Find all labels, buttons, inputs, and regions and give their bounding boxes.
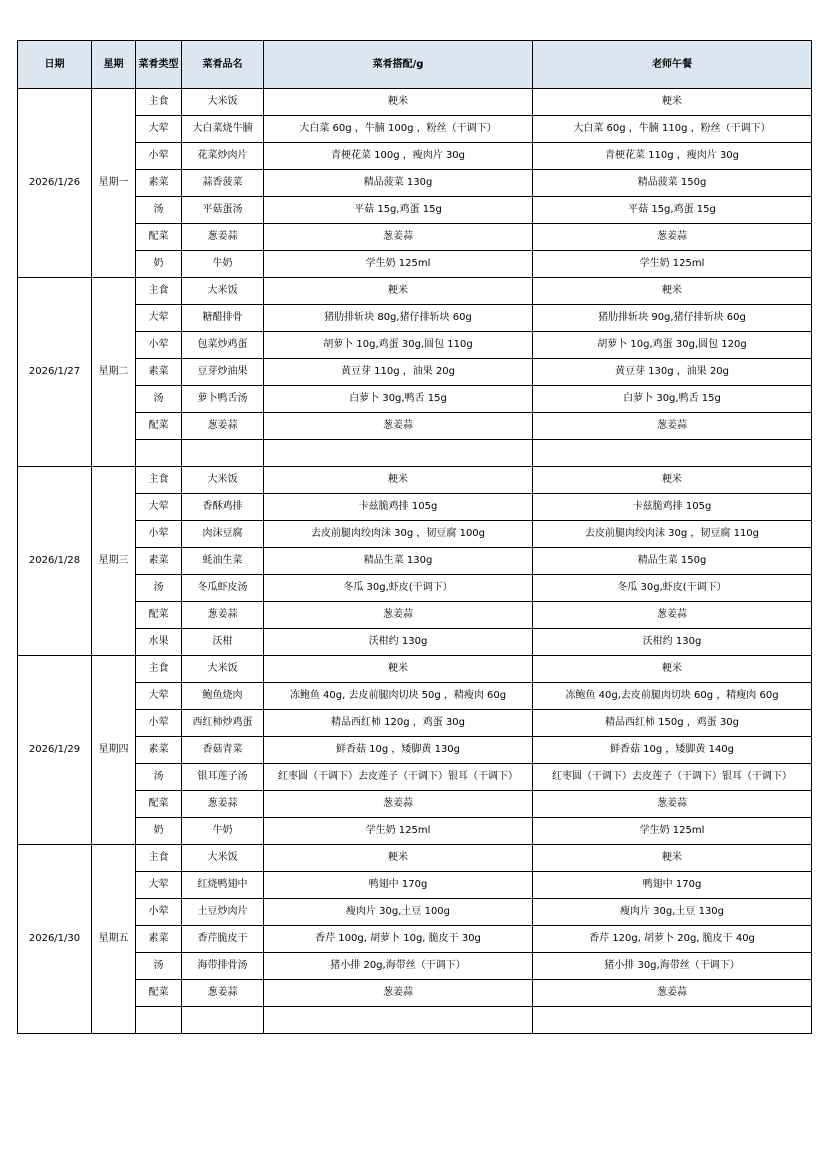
ingredients-cell: 胡萝卜 10g,鸡蛋 30g,圆包 110g	[264, 332, 533, 359]
dish-type-cell: 主食	[136, 89, 182, 116]
ingredients-cell: 粳米	[264, 845, 533, 872]
dish-name-cell: 蒜香菠菜	[182, 170, 264, 197]
teacher-lunch-cell: 鸭翅中 170g	[533, 872, 812, 899]
dish-name-cell: 蚝油生菜	[182, 548, 264, 575]
ingredients-cell: 冬瓜 30g,虾皮(干调下）	[264, 575, 533, 602]
dish-name-cell: 大米饭	[182, 89, 264, 116]
teacher-lunch-cell: 平菇 15g,鸡蛋 15g	[533, 197, 812, 224]
teacher-lunch-cell: 猪肋排斩块 90g,猪仔排斩块 60g	[533, 305, 812, 332]
table-row	[18, 818, 812, 845]
dish-name-cell: 萝卜鸭舌汤	[182, 386, 264, 413]
ingredients-cell: 卡兹脆鸡排 105g	[264, 494, 533, 521]
dish-type-cell: 主食	[136, 278, 182, 305]
dish-type-cell: 奶	[136, 251, 182, 278]
teacher-lunch-cell: 鲜香菇 10g ，矮脚黄 140g	[533, 737, 812, 764]
weekday-cell: 星期五	[92, 845, 136, 1034]
teacher-lunch-cell: 粳米	[533, 278, 812, 305]
ingredients-cell: 精品西红柿 120g ，鸡蛋 30g	[264, 710, 533, 737]
table-row	[18, 872, 812, 899]
table-row	[18, 386, 812, 413]
table-row	[18, 413, 812, 440]
teacher-lunch-cell: 精品生菜 150g	[533, 548, 812, 575]
header-dish-name: 菜肴品名	[182, 41, 264, 89]
dish-name-cell: 肉沫豆腐	[182, 521, 264, 548]
dish-type-cell: 汤	[136, 386, 182, 413]
table-row	[18, 629, 812, 656]
dish-name-cell: 包菜炒鸡蛋	[182, 332, 264, 359]
dish-type-cell: 主食	[136, 467, 182, 494]
dish-type-cell: 大荤	[136, 683, 182, 710]
dish-type-cell: 大荤	[136, 116, 182, 143]
ingredients-cell: 粳米	[264, 656, 533, 683]
header-ingredients: 菜肴搭配/g	[264, 41, 533, 89]
dish-type-cell: 素菜	[136, 170, 182, 197]
teacher-lunch-cell: 青梗花菜 110g ，瘦肉片 30g	[533, 143, 812, 170]
teacher-lunch-cell: 粳米	[533, 656, 812, 683]
teacher-lunch-cell: 白萝卜 30g,鸭舌 15g	[533, 386, 812, 413]
table-row	[18, 467, 812, 494]
table-row	[18, 683, 812, 710]
teacher-lunch-cell: 大白菜 60g ，牛腩 110g ，粉丝（干调下）	[533, 116, 812, 143]
ingredients-cell: 白萝卜 30g,鸭舌 15g	[264, 386, 533, 413]
dish-type-cell: 汤	[136, 197, 182, 224]
weekday-cell: 星期四	[92, 656, 136, 845]
dish-name-cell	[182, 1007, 264, 1034]
dish-name-cell: 冬瓜虾皮汤	[182, 575, 264, 602]
teacher-lunch-cell: 瘦肉片 30g,土豆 130g	[533, 899, 812, 926]
table-row	[18, 1007, 812, 1034]
weekday-cell: 星期三	[92, 467, 136, 656]
dish-type-cell: 大荤	[136, 872, 182, 899]
teacher-lunch-cell: 粳米	[533, 467, 812, 494]
ingredients-cell: 香芹 100g, 胡萝卜 10g, 脆皮干 30g	[264, 926, 533, 953]
ingredients-cell: 葱姜蒜	[264, 413, 533, 440]
ingredients-cell: 精品菠菜 130g	[264, 170, 533, 197]
dish-type-cell: 小荤	[136, 710, 182, 737]
ingredients-cell: 鸭翅中 170g	[264, 872, 533, 899]
dish-type-cell: 素菜	[136, 737, 182, 764]
dish-type-cell: 汤	[136, 575, 182, 602]
teacher-lunch-cell: 学生奶 125ml	[533, 251, 812, 278]
date-cell: 2026/1/28	[18, 467, 92, 656]
ingredients-cell: 青梗花菜 100g ，瘦肉片 30g	[264, 143, 533, 170]
ingredients-cell: 猪小排 20g,海带丝（干调下）	[264, 953, 533, 980]
table-row	[18, 710, 812, 737]
dish-name-cell: 葱姜蒜	[182, 980, 264, 1007]
dish-type-cell: 配菜	[136, 791, 182, 818]
dish-type-cell: 主食	[136, 656, 182, 683]
dish-type-cell: 汤	[136, 953, 182, 980]
weekday-cell: 星期一	[92, 89, 136, 278]
teacher-lunch-cell: 葱姜蒜	[533, 224, 812, 251]
dish-name-cell: 大米饭	[182, 278, 264, 305]
ingredients-cell: 平菇 15g,鸡蛋 15g	[264, 197, 533, 224]
ingredients-cell: 沃柑约 130g	[264, 629, 533, 656]
dish-name-cell: 牛奶	[182, 818, 264, 845]
dish-name-cell: 沃柑	[182, 629, 264, 656]
dish-type-cell: 主食	[136, 845, 182, 872]
teacher-lunch-cell: 精品西红柿 150g ，鸡蛋 30g	[533, 710, 812, 737]
table-row	[18, 791, 812, 818]
teacher-lunch-cell: 葱姜蒜	[533, 980, 812, 1007]
teacher-lunch-cell: 黄豆芽 130g ，油果 20g	[533, 359, 812, 386]
dish-name-cell: 平菇蛋汤	[182, 197, 264, 224]
dish-name-cell: 葱姜蒜	[182, 791, 264, 818]
dish-name-cell: 葱姜蒜	[182, 413, 264, 440]
header-dish-type: 菜肴类型	[136, 41, 182, 89]
table-row	[18, 521, 812, 548]
dish-type-cell: 汤	[136, 764, 182, 791]
dish-name-cell: 大白菜烧牛腩	[182, 116, 264, 143]
date-cell: 2026/1/27	[18, 278, 92, 467]
dish-name-cell: 葱姜蒜	[182, 602, 264, 629]
dish-type-cell: 配菜	[136, 980, 182, 1007]
ingredients-cell: 去皮前腿肉绞肉沫 30g ，韧豆腐 100g	[264, 521, 533, 548]
dish-type-cell: 大荤	[136, 494, 182, 521]
teacher-lunch-cell: 红枣圆（干调下）去皮莲子（干调下）银耳（干调下）	[533, 764, 812, 791]
teacher-lunch-cell: 胡萝卜 10g,鸡蛋 30g,圆包 120g	[533, 332, 812, 359]
dish-name-cell: 大米饭	[182, 467, 264, 494]
teacher-lunch-cell: 去皮前腿肉绞肉沫 30g ，韧豆腐 110g	[533, 521, 812, 548]
dish-name-cell	[182, 440, 264, 467]
dish-type-cell: 配菜	[136, 413, 182, 440]
ingredients-cell: 红枣圆（干调下）去皮莲子（干调下）银耳（干调下）	[264, 764, 533, 791]
table-row	[18, 170, 812, 197]
ingredients-cell: 葱姜蒜	[264, 980, 533, 1007]
header-teacher-lunch: 老师午餐	[533, 41, 812, 89]
ingredients-cell: 精品生菜 130g	[264, 548, 533, 575]
dish-type-cell	[136, 1007, 182, 1034]
dish-name-cell: 鲍鱼烧肉	[182, 683, 264, 710]
date-cell: 2026/1/29	[18, 656, 92, 845]
header-row	[18, 41, 812, 89]
table-row	[18, 953, 812, 980]
ingredients-cell: 葱姜蒜	[264, 602, 533, 629]
dish-type-cell: 配菜	[136, 602, 182, 629]
table-row	[18, 251, 812, 278]
table-row	[18, 89, 812, 116]
dish-name-cell: 海带排骨汤	[182, 953, 264, 980]
ingredients-cell: 粳米	[264, 278, 533, 305]
teacher-lunch-cell: 粳米	[533, 845, 812, 872]
table-row	[18, 548, 812, 575]
dish-type-cell: 小荤	[136, 143, 182, 170]
table-header	[18, 41, 812, 89]
dish-type-cell: 素菜	[136, 359, 182, 386]
weekday-cell: 星期二	[92, 278, 136, 467]
dish-type-cell: 水果	[136, 629, 182, 656]
dish-type-cell: 素菜	[136, 548, 182, 575]
ingredients-cell: 黄豆芽 110g ，油果 20g	[264, 359, 533, 386]
dish-type-cell: 小荤	[136, 332, 182, 359]
ingredients-cell: 学生奶 125ml	[264, 818, 533, 845]
dish-name-cell: 银耳莲子汤	[182, 764, 264, 791]
ingredients-cell: 葱姜蒜	[264, 224, 533, 251]
ingredients-cell: 大白菜 60g ，牛腩 100g ，粉丝（干调下）	[264, 116, 533, 143]
table-row	[18, 143, 812, 170]
teacher-lunch-cell: 葱姜蒜	[533, 791, 812, 818]
dish-type-cell	[136, 440, 182, 467]
dish-name-cell: 香酥鸡排	[182, 494, 264, 521]
weekly-menu-table	[17, 40, 812, 1034]
table-row	[18, 656, 812, 683]
table-row	[18, 737, 812, 764]
ingredients-cell: 冻鲍鱼 40g, 去皮前腿肉切块 50g ，精瘦肉 60g	[264, 683, 533, 710]
dish-name-cell: 大米饭	[182, 845, 264, 872]
table-row	[18, 440, 812, 467]
dish-name-cell: 香芹脆皮干	[182, 926, 264, 953]
teacher-lunch-cell: 学生奶 125ml	[533, 818, 812, 845]
dish-name-cell: 花菜炒肉片	[182, 143, 264, 170]
teacher-lunch-cell: 冻鲍鱼 40g,去皮前腿肉切块 60g ，精瘦肉 60g	[533, 683, 812, 710]
dish-type-cell: 奶	[136, 818, 182, 845]
table-row	[18, 278, 812, 305]
table-row	[18, 224, 812, 251]
teacher-lunch-cell: 卡兹脆鸡排 105g	[533, 494, 812, 521]
teacher-lunch-cell	[533, 440, 812, 467]
ingredients-cell: 学生奶 125ml	[264, 251, 533, 278]
ingredients-cell: 粳米	[264, 89, 533, 116]
teacher-lunch-cell: 猪小排 30g,海带丝（干调下）	[533, 953, 812, 980]
table-row	[18, 764, 812, 791]
dish-name-cell: 糖醋排骨	[182, 305, 264, 332]
table-body	[18, 89, 812, 1034]
table-row	[18, 602, 812, 629]
ingredients-cell: 葱姜蒜	[264, 791, 533, 818]
date-cell: 2026/1/26	[18, 89, 92, 278]
teacher-lunch-cell: 香芹 120g, 胡萝卜 20g, 脆皮干 40g	[533, 926, 812, 953]
ingredients-cell: 粳米	[264, 467, 533, 494]
teacher-lunch-cell: 葱姜蒜	[533, 413, 812, 440]
table-row	[18, 845, 812, 872]
table-row	[18, 899, 812, 926]
dish-name-cell: 红烧鸭翅中	[182, 872, 264, 899]
dish-name-cell: 牛奶	[182, 251, 264, 278]
table-row	[18, 980, 812, 1007]
dish-name-cell: 香菇青菜	[182, 737, 264, 764]
dish-type-cell: 小荤	[136, 521, 182, 548]
table-row	[18, 359, 812, 386]
teacher-lunch-cell: 葱姜蒜	[533, 602, 812, 629]
date-cell: 2026/1/30	[18, 845, 92, 1034]
dish-type-cell: 小荤	[136, 899, 182, 926]
ingredients-cell: 猪肋排斩块 80g,猪仔排斩块 60g	[264, 305, 533, 332]
table-row	[18, 926, 812, 953]
dish-name-cell: 葱姜蒜	[182, 224, 264, 251]
teacher-lunch-cell: 精品菠菜 150g	[533, 170, 812, 197]
teacher-lunch-cell: 冬瓜 30g,虾皮(干调下）	[533, 575, 812, 602]
teacher-lunch-cell: 沃柑约 130g	[533, 629, 812, 656]
ingredients-cell: 鲜香菇 10g ，矮脚黄 130g	[264, 737, 533, 764]
ingredients-cell	[264, 440, 533, 467]
table-row	[18, 116, 812, 143]
header-date: 日期	[18, 41, 92, 89]
teacher-lunch-cell: 粳米	[533, 89, 812, 116]
dish-type-cell: 素菜	[136, 926, 182, 953]
dish-type-cell: 配菜	[136, 224, 182, 251]
dish-type-cell: 大荤	[136, 305, 182, 332]
table-row	[18, 494, 812, 521]
dish-name-cell: 土豆炒肉片	[182, 899, 264, 926]
dish-name-cell: 豆芽炒油果	[182, 359, 264, 386]
table-row	[18, 332, 812, 359]
dish-name-cell: 大米饭	[182, 656, 264, 683]
ingredients-cell: 瘦肉片 30g,土豆 100g	[264, 899, 533, 926]
table-row	[18, 575, 812, 602]
header-weekday: 星期	[92, 41, 136, 89]
table-row	[18, 197, 812, 224]
dish-name-cell: 西红柿炒鸡蛋	[182, 710, 264, 737]
teacher-lunch-cell	[533, 1007, 812, 1034]
ingredients-cell	[264, 1007, 533, 1034]
table-row	[18, 305, 812, 332]
